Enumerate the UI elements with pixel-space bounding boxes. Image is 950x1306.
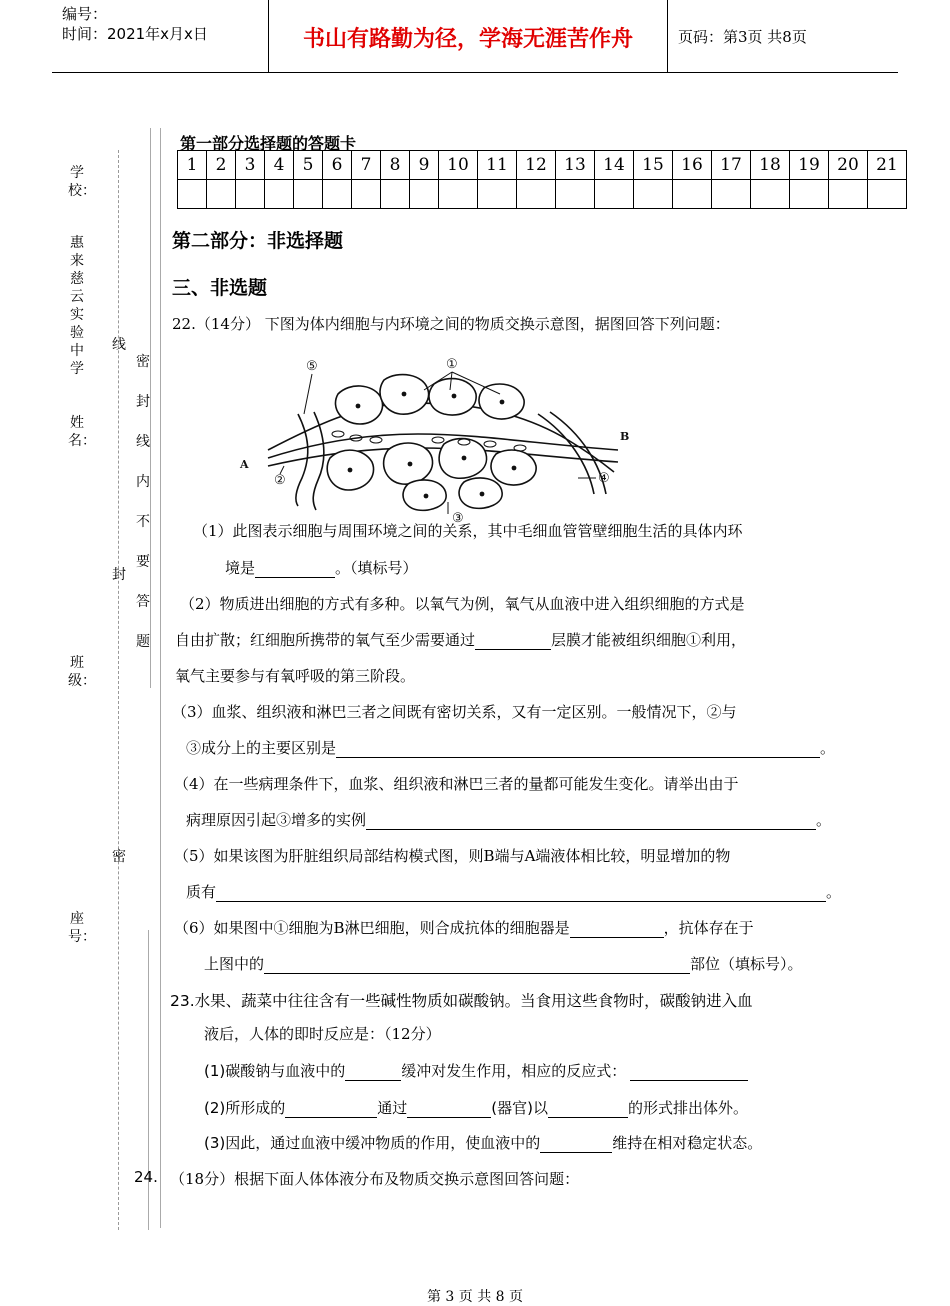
- figure-label-a: A: [240, 458, 249, 471]
- vessel-wall: [538, 414, 594, 494]
- answer-card-blank-row: [178, 180, 907, 209]
- cell-exchange-figure: [238, 354, 630, 524]
- q22-s1a: （1）此图表示细胞与周围环境之间的关系，其中毛细血管管壁细胞生活的具体内环: [193, 522, 743, 540]
- school-label: 学校：: [68, 165, 96, 199]
- q23-b: 液后，人体的即时反应是：（12分）: [204, 1025, 441, 1043]
- seal-char-seal: 封: [112, 567, 126, 583]
- answer-cell[interactable]: [829, 180, 868, 209]
- time-label: 时间：2021年x月x日: [62, 25, 208, 43]
- answer-number: 10: [439, 151, 478, 180]
- answer-cell[interactable]: [595, 180, 634, 209]
- seal-dashed-line: [118, 150, 119, 1230]
- q24-num: 24.: [134, 1168, 158, 1186]
- answer-cell[interactable]: [410, 180, 439, 209]
- q24-text: （18分）根据下面人体体液分布及物质交换示意图回答问题：: [170, 1170, 580, 1188]
- school-name: 惠来慈云实验中学: [70, 235, 84, 377]
- q22-s6b: 上图中的 部位（填标号）。: [204, 955, 803, 973]
- answer-number: 7: [352, 151, 381, 180]
- answer-number: 17: [712, 151, 751, 180]
- answer-card-table: [177, 150, 907, 209]
- answer-number: 5: [294, 151, 323, 180]
- answer-cell[interactable]: [517, 180, 556, 209]
- seal-warning: 密封线内不要答题: [136, 354, 150, 650]
- figure-label-b: B: [620, 430, 630, 443]
- answer-cell[interactable]: [178, 180, 207, 209]
- answer-number: 19: [790, 151, 829, 180]
- answer-number: 18: [751, 151, 790, 180]
- answer-number: 3: [236, 151, 265, 180]
- answer-number: 12: [517, 151, 556, 180]
- answer-card-title: 第一部分选择题的答题卡: [180, 134, 357, 153]
- answer-number: 9: [410, 151, 439, 180]
- seal-solid-line: [160, 128, 161, 1228]
- figure-label-4: ④: [598, 471, 610, 486]
- q22-s5a: （5）如果该图为肝脏组织局部结构模式图，则B端与A端液体相比较，明显增加的物: [174, 847, 731, 865]
- q22-s4a: （4）在一些病理条件下，血浆、组织液和淋巴三者的量都可能发生变化。请举出由于: [174, 775, 739, 793]
- blank-line[interactable]: [345, 1065, 401, 1081]
- answer-cell[interactable]: [478, 180, 517, 209]
- answer-cell[interactable]: [790, 180, 829, 209]
- answer-cell[interactable]: [381, 180, 410, 209]
- figure-label-5: ⑤: [306, 359, 318, 374]
- blank-line[interactable]: [336, 742, 820, 758]
- answer-cell[interactable]: [751, 180, 790, 209]
- class-label: 班级：: [68, 655, 96, 689]
- seal-char-line: 线: [112, 337, 126, 353]
- blank-line[interactable]: [285, 1102, 377, 1118]
- q22-s4b: 病理原因引起③增多的实例 。: [186, 811, 832, 829]
- q22-s2a: （2）物质进出细胞的方式有多种。以氧气为例，氧气从血液中进入组织细胞的方式是: [180, 595, 745, 613]
- section3-title: 三、非选题: [172, 277, 268, 299]
- page-header: [52, 0, 898, 73]
- answer-number: 21: [868, 151, 907, 180]
- serial-label: 编号：: [62, 5, 108, 23]
- answer-cell[interactable]: [294, 180, 323, 209]
- answer-number: 20: [829, 151, 868, 180]
- blank-line[interactable]: [216, 886, 826, 902]
- blank-line[interactable]: [548, 1102, 628, 1118]
- q23-c1: (1)碳酸钠与血液中的 缓冲对发生作用，相应的反应式：: [204, 1060, 748, 1081]
- answer-card-number-row: [178, 151, 907, 180]
- q22-s2c: 氧气主要参与有氧呼吸的第三阶段。: [175, 667, 416, 685]
- answer-cell[interactable]: [712, 180, 751, 209]
- answer-cell[interactable]: [634, 180, 673, 209]
- page-label: 页码：第3页 共8页: [678, 28, 807, 46]
- answer-cell[interactable]: [265, 180, 294, 209]
- blank-line[interactable]: [407, 1102, 491, 1118]
- blank-line[interactable]: [630, 1065, 748, 1081]
- answer-number: 16: [673, 151, 712, 180]
- seat-label: 座号：: [68, 911, 96, 945]
- blank-line[interactable]: [264, 958, 690, 974]
- blank-line[interactable]: [540, 1137, 612, 1153]
- q22-s3a: （3）血浆、组织液和淋巴三者之间既有密切关系，又有一定区别。一般情况下，②与: [172, 703, 737, 721]
- figure-label-3: ③: [452, 511, 464, 524]
- answer-cell[interactable]: [207, 180, 236, 209]
- header-meta: [62, 4, 208, 44]
- answer-number: 13: [556, 151, 595, 180]
- q22-s1b: 境是 。（填标号）: [225, 559, 418, 577]
- q23-c3: (3)因此，通过血液中缓冲物质的作用，使血液中的 维持在相对稳定状态。: [204, 1134, 763, 1152]
- header-motto: 书山有路勤为径，学海无涯苦作舟: [302, 26, 633, 52]
- seal-char-close: 密: [112, 849, 126, 865]
- page-footer: 第 3 页 共 8 页: [426, 1289, 524, 1305]
- blank-line[interactable]: [255, 562, 335, 578]
- q23-a: 23.水果、蔬菜中往往含有一些碱性物质如碳酸钠。当食用这些食物时，碳酸钠进入血: [170, 992, 753, 1010]
- header-divider: [667, 0, 668, 72]
- answer-cell[interactable]: [868, 180, 907, 209]
- q22-s2b: 自由扩散；红细胞所携带的氧气至少需要通过 层膜才能被组织细胞①利用，: [175, 631, 747, 649]
- figure-label-2: ②: [274, 473, 286, 488]
- q22-s3b: ③成分上的主要区别是 。: [186, 739, 836, 757]
- answer-cell[interactable]: [323, 180, 352, 209]
- blank-line[interactable]: [366, 814, 816, 830]
- answer-cell[interactable]: [236, 180, 265, 209]
- q22-s6a: （6）如果图中①细胞为B淋巴细胞，则合成抗体的细胞器是 ，抗体存在于: [174, 919, 754, 937]
- answer-number: 15: [634, 151, 673, 180]
- answer-number: 4: [265, 151, 294, 180]
- answer-cell[interactable]: [556, 180, 595, 209]
- q22-stem: 22.（14分） 下图为体内细胞与内环境之间的物质交换示意图，据图回答下列问题：: [172, 315, 730, 333]
- blank-line[interactable]: [570, 922, 664, 938]
- answer-number: 1: [178, 151, 207, 180]
- answer-cell[interactable]: [439, 180, 478, 209]
- answer-number: 8: [381, 151, 410, 180]
- answer-cell[interactable]: [352, 180, 381, 209]
- answer-cell[interactable]: [673, 180, 712, 209]
- answer-number: 14: [595, 151, 634, 180]
- answer-number: 6: [323, 151, 352, 180]
- blank-line[interactable]: [475, 634, 551, 650]
- part2-title: 第二部分：非选择题: [172, 230, 344, 252]
- name-label: 姓名：: [68, 415, 96, 449]
- answer-number: 2: [207, 151, 236, 180]
- q23-c2: (2)所形成的 通过 (器官)以 的形式排出体外。: [204, 1099, 748, 1117]
- q22-s5b: 质有 。: [186, 883, 842, 901]
- answer-number: 11: [478, 151, 517, 180]
- figure-label-1: ①: [446, 357, 458, 372]
